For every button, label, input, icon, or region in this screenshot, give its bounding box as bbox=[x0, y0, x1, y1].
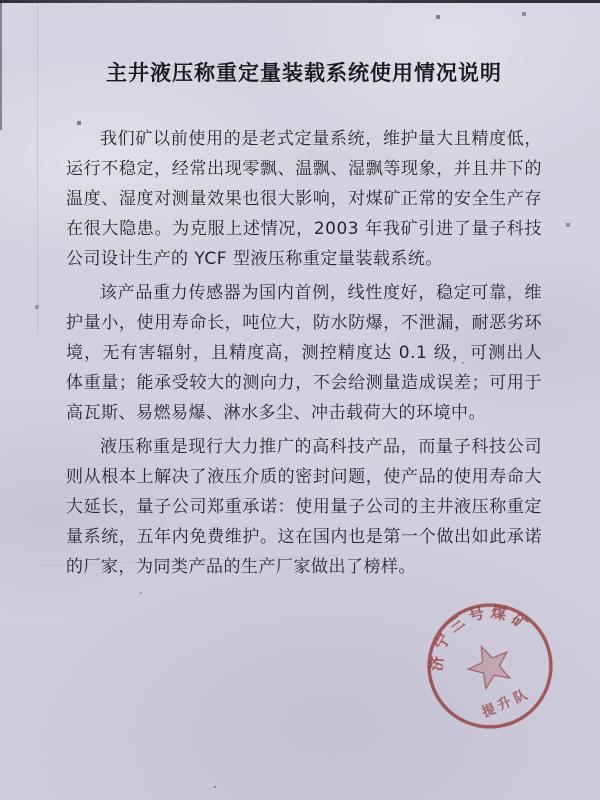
paper-crease bbox=[37, 3, 38, 333]
seal-top-text: 济宁三号煤矿 bbox=[427, 602, 536, 672]
paragraph: 该产品重力传感器为国内首例，线性度好，稳定可靠，维护量小，使用寿命长，吨位大，防水防爆，不泄漏，耐恶劣环境，无有害辐射，且精度高，测控精度达 0.1 级，可测出人体重量；能承受较大的测向力，不会给测量造成误差；可用于高瓦斯、易燃易爆、淋水多尘、冲击载荷大的环境中。 bbox=[66, 283, 542, 423]
document-title: 主井液压称重定量装载系统使用情况说明 bbox=[106, 61, 502, 85]
star-icon bbox=[462, 638, 517, 692]
paragraph: 液压称重是现行大力推广的高科技产品，而量子科技公司则从根本上解决了液压介质的密封问题，使产品的使用寿命大大延长，量子公司郑重承诺：使用量子公司的主井液压称重定量系统，五年内免费维护。这在国内也是第一个做出如此承诺的厂家，为同类产品的生产厂家做出了榜样。 bbox=[66, 437, 542, 577]
official-red-seal bbox=[403, 579, 577, 753]
seal-bottom-text: 提升队 bbox=[480, 686, 534, 721]
scan-dust-specks bbox=[0, 0, 2, 2]
paragraph: 我们矿以前使用的是老式定量系统，维护量大且精度低，运行不稳定，经常出现零飘、温飘、湿飘等现象，并且井下的温度、湿度对测量效果也很大影响，对煤矿正常的安全生产存在很大隐患。为克服上述情况，2003 年我矿引进了量子科技公司设计生产的 YCF 型液压称重定量装载系统。 bbox=[66, 129, 542, 269]
photo-left-edge bbox=[0, 0, 2, 130]
document-page bbox=[66, 0, 542, 586]
document-body bbox=[66, 124, 542, 582]
